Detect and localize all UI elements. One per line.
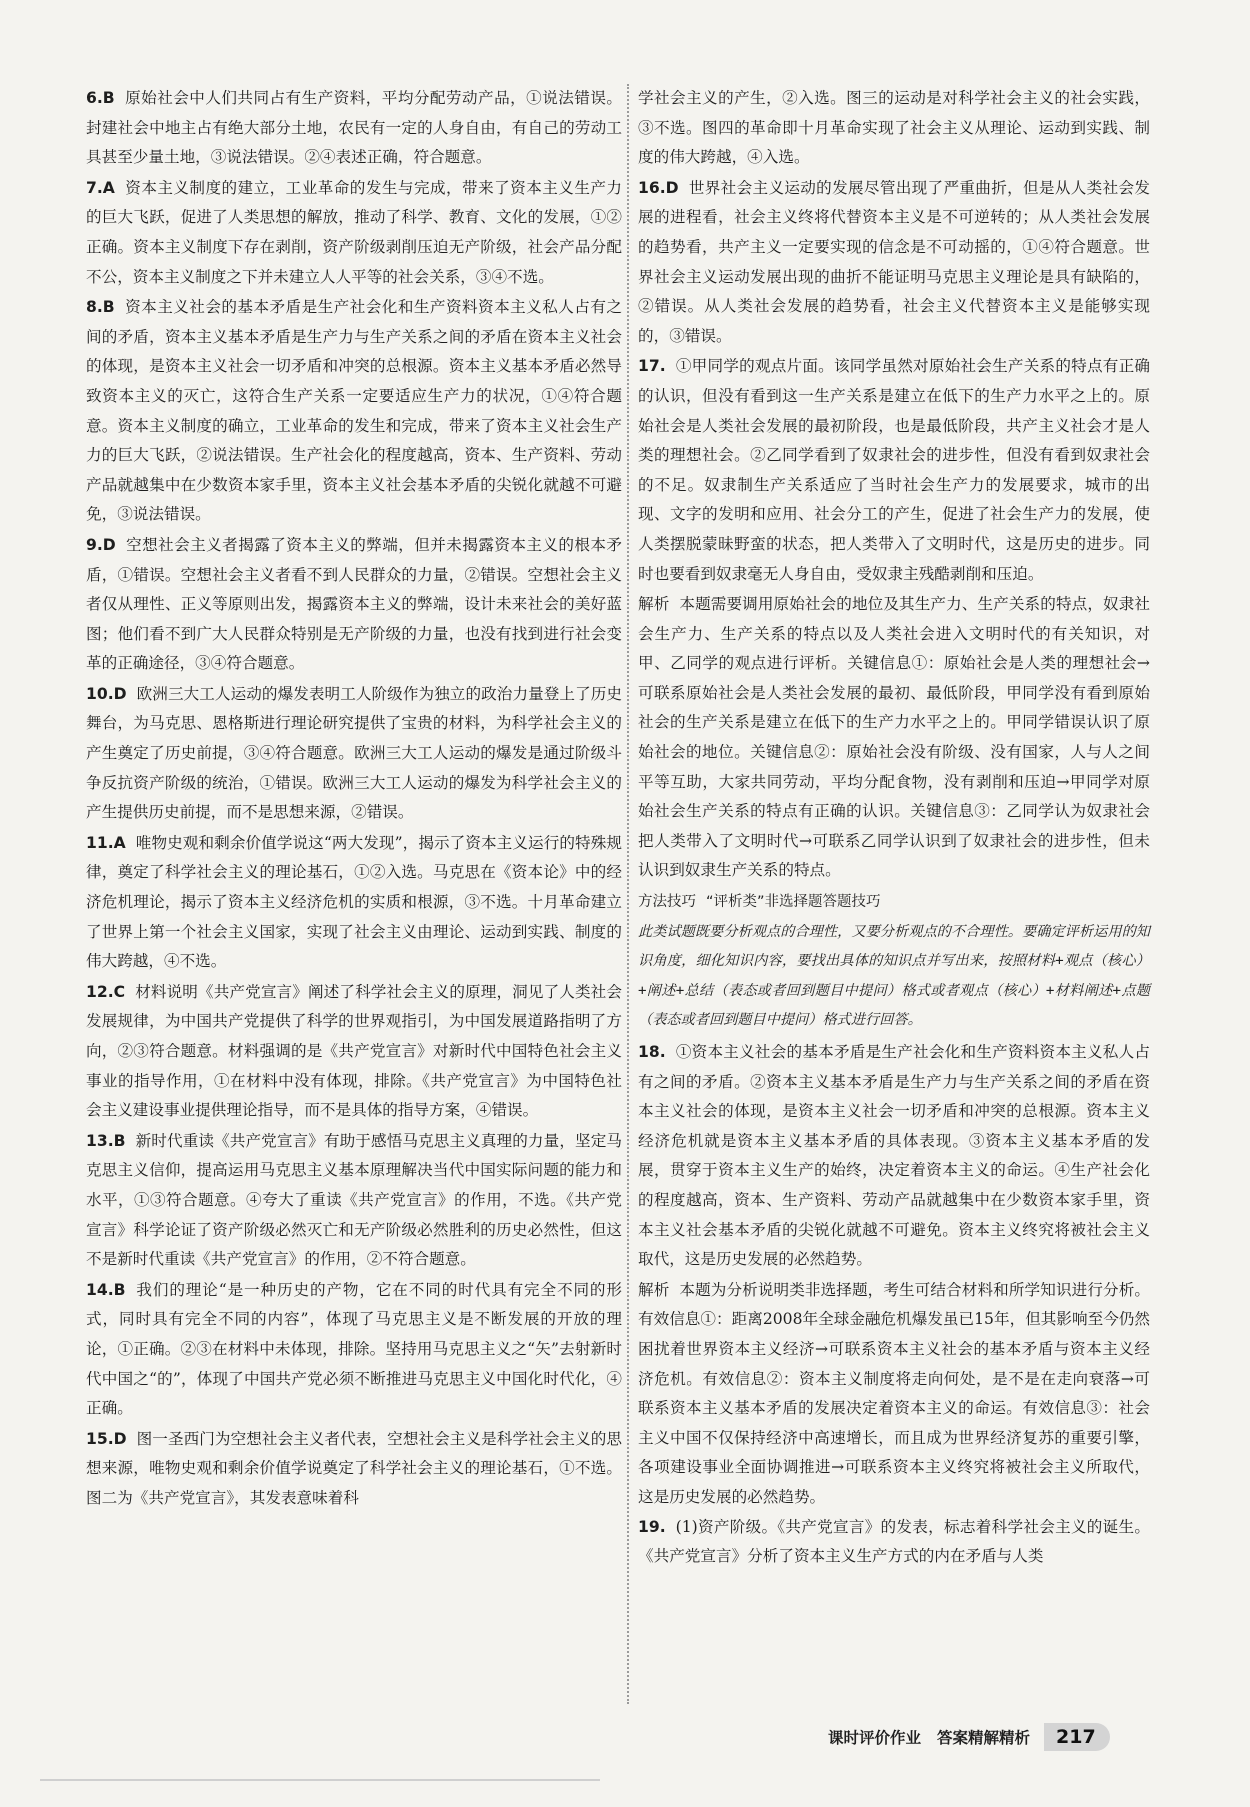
- analysis-text: 本题为分析说明类非选择题，考生可结合材料和所学知识进行分析。有效信息①：距离2008年全球金融危机爆发虽已15年，但其影响至今仍然困扰着世界资本主义经济→可联系资本主义社会的基本矛盾与资本主义经济危机。有效信息②：资本主义制度将走向何处，是不是在走向衰落→可联系资本主义基本矛盾的发展决定着资本主义的命运。有效信息③：社会主义中国不仅保持经济中高速增长，而且成为世界经济复苏的重要引擎，各项建设事业全面协调推进→可联系资本主义终究将被社会主义所取代，这是历史发展的必然趋势。: [638, 1280, 1150, 1506]
- page-number: 217: [1044, 1723, 1110, 1751]
- answer-item-16: [638, 174, 1150, 352]
- footer-section: 答案精解精析: [937, 1729, 1031, 1747]
- page-footer: [828, 1719, 1110, 1755]
- answer-text: ①甲同学的观点片面。该同学虽然对原始社会生产关系的特点有正确的认识，但没有看到这一生产关系是建立在低下的生产力水平之上的。原始社会是人类社会发展的最初阶段，也是最低阶段，共产主义社会才是人类的理想社会。②乙同学看到了奴隶社会的进步性，但没有看到奴隶社会的不足。奴隶制生产关系适应了当时社会生产力的发展要求，城市的出现、文字的发明和应用、社会分工的产生，促进了社会生产力的发展，使人类摆脱蒙昧野蛮的状态，把人类带入了文明时代，这是历史的进步。同时也要看到奴隶毫无人身自由，受奴隶主残酷剥削和压迫。: [638, 357, 1150, 583]
- answer-text: 世界社会主义运动的发展尽管出现了严重曲折，但是从人类社会发展的进程看，社会主义终将代替资本主义是不可逆转的；从人类社会发展的趋势看，共产主义一定要实现的信念是不可动摇的，①④符合题意。世界社会主义运动发展出现的曲折不能证明马克思主义理论是具有缺陷的，②错误。从人类社会发展的趋势看，社会主义代替资本主义是能够实现的，③错误。: [638, 178, 1150, 345]
- answer-item-10: [86, 680, 622, 828]
- question-number: 14.B: [86, 1280, 126, 1299]
- answer-text: 我们的理论“是一种历史的产物，它在不同的时代具有完全不同的形式，同时具有完全不同的内容”，体现了马克思主义是不断发展的开放的理论，①正确。②③在材料中未体现，排除。坚持用马克思主义之“矢”去射新时代中国之“的”，体现了中国共产党必须不断推进马克思主义中国化时代化，④正确。: [86, 1280, 622, 1418]
- question-number: 18.: [638, 1043, 666, 1061]
- answer-item-8: [86, 293, 622, 530]
- method-tip-label: 方法技巧: [638, 894, 696, 911]
- analysis-18: [638, 1276, 1150, 1513]
- method-tip-heading: [638, 888, 1150, 918]
- question-number: 11.A: [86, 833, 126, 852]
- answer-text: 图一圣西门为空想社会主义者代表，空想社会主义是科学社会主义的思想来源，唯物史观和剩余价值学说奠定了科学社会主义的理论基石，①不选。图二为《共产党宣言》，其发表意味着科: [86, 1429, 622, 1507]
- question-number: 17.: [638, 357, 666, 376]
- answer-text: 空想社会主义者揭露了资本主义的弊端，但并未揭露资本主义的根本矛盾，①错误。空想社会主义者看不到人民群众的力量，②错误。空想社会主义者仅从理性、正义等原则出发，揭露资本主义的弊端，设计未来社会的美好蓝图；他们看不到广大人民群众特别是无产阶级的力量，也没有找到进行社会变革的正确途径，③④符合题意。: [86, 535, 622, 673]
- answer-text: ①资本主义社会的基本矛盾是生产社会化和生产资料资本主义私人占有之间的矛盾。②资本主义基本矛盾是生产力与生产关系之间的矛盾在资本主义社会的体现，是资本主义社会一切矛盾和冲突的总根源。资本主义经济危机就是资本主义基本矛盾的具体表现。③资本主义基本矛盾的发展，贯穿于资本主义生产的始终，决定着资本主义的命运。④生产社会化的程度越高，资本、生产资料、劳动产品就越集中在少数资本家手里，资本主义社会基本矛盾的尖锐化就越不可避免。资本主义终究将被社会主义取代，这是历史发展的必然趋势。: [638, 1043, 1150, 1269]
- answer-text: 资本主义社会的基本矛盾是生产社会化和生产资料资本主义私人占有之间的矛盾，资本主义基本矛盾是生产力与生产关系之间的矛盾在资本主义社会的体现，是资本主义社会一切矛盾和冲突的总根源。资本主义基本矛盾必然导致资本主义的灭亡，这符合生产关系一定要适应生产力的状况，①④符合题意。资本主义制度的确立，工业革命的发生和完成，带来了资本主义社会生产力的巨大飞跃，②说法错误。生产社会化的程度越高，资本、生产资料、劳动产品就越集中在少数资本家手里，资本主义社会基本矛盾的尖锐化就越不可避免，③说法错误。: [86, 298, 622, 524]
- answer-text: 材料说明《共产党宣言》阐述了科学社会主义的原理，洞见了人类社会发展规律，为中国共产党提供了科学的世界观指引，为中国发展道路指明了方向，②③符合题意。材料强调的是《共产党宣言》对新时代中国特色社会主义事业的指导作用，①在材料中没有体现，排除。《共产党宣言》为中国特色社会主义建设事业提供理论指导，而不是具体的指导方案，④错误。: [86, 982, 622, 1120]
- question-number: 19.: [638, 1517, 666, 1536]
- answer-text: 新时代重读《共产党宣言》有助于感悟马克思主义真理的力量，坚定马克思主义信仰，提高运用马克思主义基本原理解决当代中国实际问题的能力和水平，①③符合题意。④夸大了重读《共产党宣言》的作用，不选。《共产党宣言》科学论证了资产阶级必然灭亡和无产阶级必然胜利的历史必然性，但这不是新时代重读《共产党宣言》的作用，②不符合题意。: [86, 1131, 622, 1269]
- answer-item-11: [86, 829, 622, 977]
- answer-item-15: [86, 1425, 622, 1514]
- answer-item-7: [86, 174, 622, 292]
- question-number: 9.D: [86, 535, 116, 554]
- right-column: [638, 84, 1150, 1573]
- analysis-17: [638, 590, 1150, 886]
- footer-series: 课时评价作业: [828, 1729, 922, 1747]
- question-number: 8.B: [86, 298, 115, 317]
- answer-item-18: [638, 1038, 1150, 1275]
- question-number: 7.A: [86, 178, 115, 197]
- answer-item-19: [638, 1513, 1150, 1572]
- answer-text: 欧洲三大工人运动的爆发表明工人阶级作为独立的政治力量登上了历史舞台，为马克思、恩格斯进行理论研究提供了宝贵的材料，为科学社会主义的产生奠定了历史前提，③④符合题意。欧洲三大工人运动的爆发是通过阶级斗争反抗资产阶级的统治，①错误。欧洲三大工人运动的爆发为科学社会主义的产生提供历史前提，而不是思想来源，②错误。: [86, 684, 622, 822]
- bottom-rule: [40, 1779, 600, 1781]
- answer-text: 学社会主义的产生，②入选。图三的运动是对科学社会主义的社会实践，③不选。图四的革命即十月革命实现了社会主义从理论、运动到实践、制度的伟大跨越，④入选。: [638, 89, 1150, 167]
- analysis-label: 解析: [638, 1280, 670, 1299]
- analysis-label: 解析: [638, 595, 670, 614]
- answer-item-13: [86, 1127, 622, 1275]
- answer-text: 资本主义制度的建立，工业革命的发生与完成，带来了资本主义生产力的巨大飞跃，促进了人类思想的解放，推动了科学、教育、文化的发展，①②正确。资本主义制度下存在剥削，资产阶级剥削压迫无产阶级，社会产品分配不公，资本主义制度之下并未建立人人平等的社会关系，③④不选。: [86, 178, 622, 286]
- answer-text: (1)资产阶级。《共产党宣言》的发表，标志着科学社会主义的诞生。《共产党宣言》分析了资本主义生产方式的内在矛盾与人类: [638, 1517, 1150, 1566]
- answer-item-14: [86, 1276, 622, 1424]
- question-number: 10.D: [86, 684, 127, 703]
- method-tip-body: 此类试题既要分析观点的合理性，又要分析观点的不合理性。要确定评析运用的知识角度，细化知识内容，要找出具体的知识点并写出来，按照材料+观点（核心）+阐述+总结（表态或者回到题目中提问）格式或者观点（核心）+材料阐述+点题（表态或者回到题目中提问）格式进行回答。: [638, 923, 1150, 1029]
- answer-item-12: [86, 978, 622, 1126]
- analysis-text: 本题需要调用原始社会的地位及其生产力、生产关系的特点，奴隶社会生产力、生产关系的特点以及人类社会进入文明时代的有关知识，对甲、乙同学的观点进行评析。关键信息①：原始社会是人类的理想社会→可联系原始社会是人类社会发展的最初、最低阶段，甲同学没有看到原始社会的生产关系是建立在低下的生产力水平之上的。甲同学错误认识了原始社会的地位。关键信息②：原始社会没有阶级、没有国家，人与人之间平等互助，大家共同劳动，平均分配食物，没有剥削和压迫→甲同学对原始社会生产关系的特点有正确的认识。关键信息③：乙同学认为奴隶社会把人类带入了文明时代→可联系乙同学认识到了奴隶社会的进步性，但未认识到奴隶生产关系的特点。: [638, 595, 1150, 880]
- answer-text: 原始社会中人们共同占有生产资料，平均分配劳动产品，①说法错误。封建社会中地主占有绝大部分土地，农民有一定的人身自由，有自己的劳动工具甚至少量土地，③说法错误。②④表述正确，符合题意。: [86, 89, 622, 167]
- answer-item-9: [86, 531, 622, 679]
- answer-item-6: [86, 84, 622, 173]
- answer-item-15-continued: [638, 84, 1150, 173]
- question-number: 16.D: [638, 178, 679, 197]
- method-tip-title: “评析类”非选择题答题技巧: [706, 894, 881, 911]
- column-divider: [627, 84, 629, 1704]
- question-number: 15.D: [86, 1429, 127, 1448]
- left-column: [86, 84, 622, 1515]
- question-number: 12.C: [86, 982, 126, 1001]
- question-number: 6.B: [86, 89, 115, 107]
- answer-item-17: [638, 352, 1150, 589]
- question-number: 13.B: [86, 1131, 126, 1150]
- answer-text: 唯物史观和剩余价值学说这“两大发现”，揭示了资本主义运行的特殊规律，奠定了科学社会主义的理论基石，①②入选。马克思在《资本论》中的经济危机理论，揭示了资本主义经济危机的实质和根源，③不选。十月革命建立了世界上第一个社会主义国家，实现了社会主义由理论、运动到实践、制度的伟大跨越，④不选。: [86, 833, 622, 971]
